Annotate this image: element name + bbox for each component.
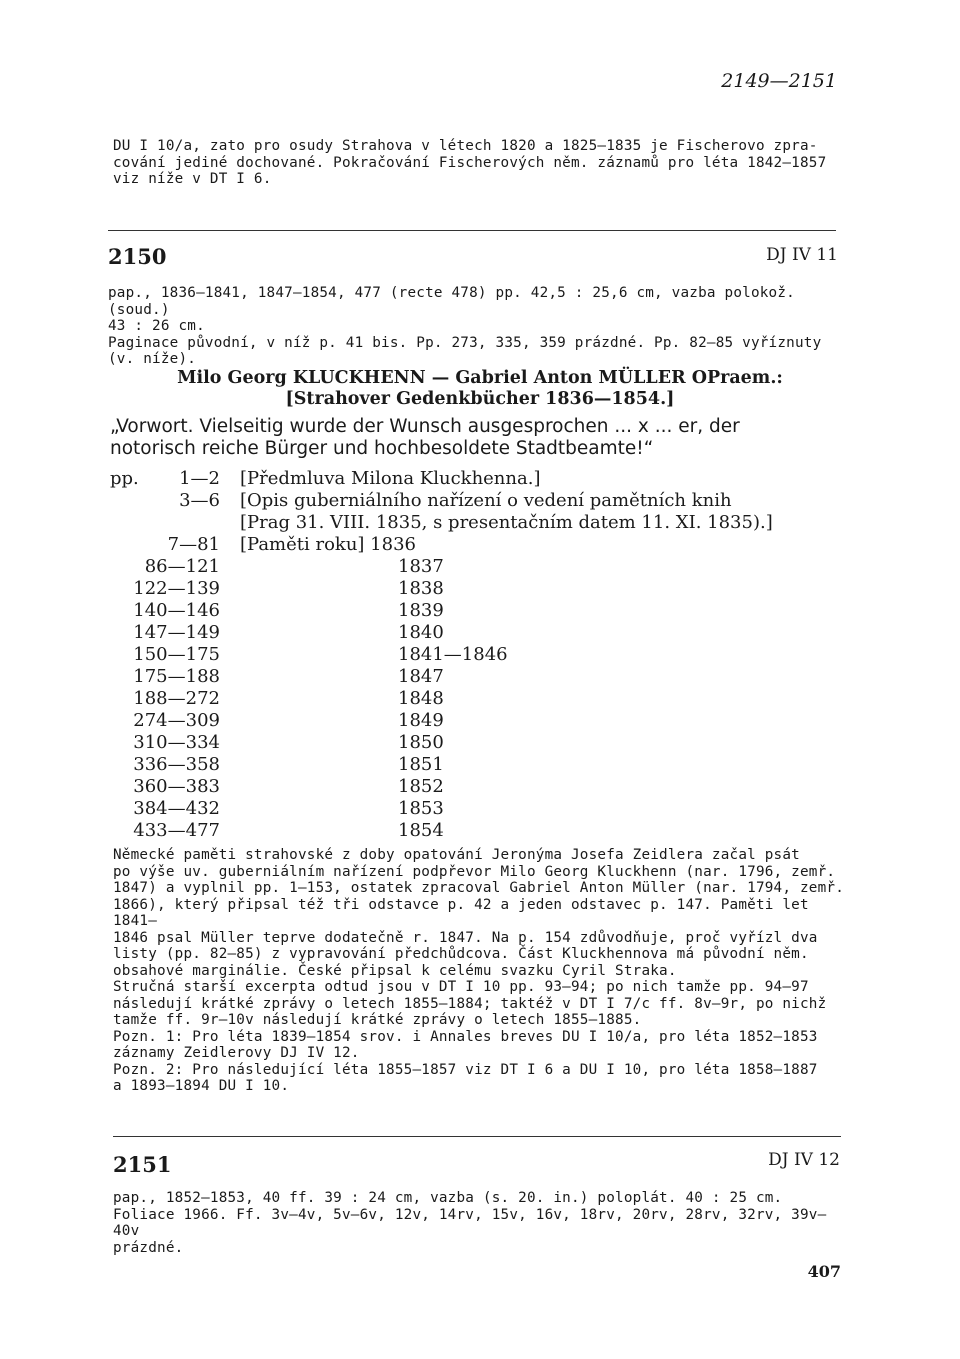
title-line: Milo Georg KLUCKHENN — Gabriel Anton MÜLLER OPraem.: bbox=[177, 368, 783, 388]
entry-description bbox=[113, 1190, 848, 1256]
page-range: 86—121 bbox=[144, 556, 220, 577]
year: 1838 bbox=[398, 578, 444, 599]
page-range: 1—2 bbox=[179, 468, 220, 489]
notes-line: 1866), který připsal též tři odstavce p. 42 a jeden odstavec p. 147. Paměti let 1841— bbox=[113, 896, 809, 929]
section-divider bbox=[113, 1136, 841, 1137]
entry-title bbox=[100, 368, 860, 410]
notes-line: 1847) a vyplnil pp. 1—153, ostatek zpracoval Gabriel Anton Müller (nar. 1794, zemř. bbox=[113, 880, 845, 896]
content-description: [Prag 31. VIII. 1835, s presentačním datem 11. XI. 1835).] bbox=[240, 512, 773, 533]
list-item bbox=[100, 754, 860, 776]
entry-incipit bbox=[110, 416, 845, 460]
notes-line: Pozn. 2: Pro následující léta 1855—1857 viz DT I 6 a DU I 10, pro léta 1858—1887 bbox=[113, 1061, 818, 1078]
entry-number: 2150 bbox=[108, 244, 167, 269]
incipit-line: „Vorwort. Vielseitig wurde der Wunsch ausgesprochen ... x ... er, der bbox=[110, 416, 740, 437]
year: 1852 bbox=[398, 776, 444, 797]
page-range: 310—334 bbox=[133, 732, 220, 753]
page-range: 122—139 bbox=[133, 578, 220, 599]
year: 1848 bbox=[398, 688, 444, 709]
description-line: 43 : 26 cm. bbox=[108, 318, 205, 334]
notes-line: záznamy Zeidlerovy DJ IV 12. bbox=[113, 1045, 360, 1061]
page-range: 140—146 bbox=[133, 600, 220, 621]
page-range: 336—358 bbox=[133, 754, 220, 775]
description-line: Paginace původní, v níž p. 41 bis. Pp. 273, 335, 359 prázdné. Pp. 82—85 vyříznuty bbox=[108, 334, 822, 351]
list-item bbox=[100, 820, 860, 842]
entry-signature: DJ IV 12 bbox=[768, 1150, 840, 1170]
description-line: pap., 1852—1853, 40 ff. 39 : 24 cm, vazba (s. 20. in.) poloplát. 40 : 25 cm. bbox=[113, 1190, 783, 1206]
page-range: 188—272 bbox=[133, 688, 220, 709]
page-range: 150—175 bbox=[133, 644, 220, 665]
list-item bbox=[100, 732, 860, 754]
intro-paragraph bbox=[113, 138, 843, 188]
year: 1851 bbox=[398, 754, 444, 775]
list-item bbox=[100, 556, 860, 578]
list-item bbox=[100, 600, 860, 622]
description-line: (v. níže). bbox=[108, 351, 197, 367]
list-item bbox=[100, 666, 860, 688]
list-item bbox=[100, 468, 860, 490]
year: 1837 bbox=[398, 556, 444, 577]
notes-line: Stručná starší excerpta odtud jsou v DT I 10 pp. 93—94; po nich tamže pp. 94—97 bbox=[113, 979, 809, 995]
year: 1839 bbox=[398, 600, 444, 621]
list-item bbox=[100, 490, 860, 512]
page-range: 384—432 bbox=[133, 798, 220, 819]
section-divider bbox=[108, 230, 836, 231]
incipit-line: notorisch reiche Bürger und hochbesoldete Stadtbeamte!“ bbox=[110, 438, 654, 459]
intro-line: DU I 10/a, zato pro osudy Strahova v létech 1820 a 1825—1835 je Fischerovo zpra- bbox=[113, 138, 818, 154]
page-range: 274—309 bbox=[133, 710, 220, 731]
notes-line: po výše uv. guberniálním nařízení podpřevor Milo Georg Kluckhenn (nar. 1796, zemř. bbox=[113, 863, 836, 880]
list-item bbox=[100, 710, 860, 732]
year: 1854 bbox=[398, 820, 444, 841]
page-range: 175—188 bbox=[133, 666, 220, 687]
list-item bbox=[100, 578, 860, 600]
year: 1849 bbox=[398, 710, 444, 731]
list-item bbox=[100, 688, 860, 710]
description-line: pap., 1836—1841, 1847—1854, 477 (recte 478) pp. 42,5 : 25,6 cm, vazba polokož. (soud.) bbox=[108, 285, 795, 318]
entry-number: 2151 bbox=[113, 1152, 172, 1177]
list-item bbox=[100, 798, 860, 820]
notes-line: listy (pp. 82—85) z vypravování předchůdcova. Část Kluckhennova má původní něm. bbox=[113, 946, 809, 962]
description-line: Foliace 1966. Ff. 3v—4v, 5v—6v, 12v, 14rv, 15v, 16v, 18rv, 20rv, 28rv, 32rv, 39v—40v bbox=[113, 1206, 827, 1239]
list-item bbox=[100, 622, 860, 644]
list-item bbox=[100, 776, 860, 798]
page-range: 433—477 bbox=[133, 820, 220, 841]
year: 1850 bbox=[398, 732, 444, 753]
intro-line: cování jediné dochované. Pokračování Fischerových něm. záznamů pro léta 1842—1857 bbox=[113, 154, 827, 171]
list-item bbox=[100, 644, 860, 666]
page-range: 147—149 bbox=[133, 622, 220, 643]
notes-line: tamže ff. 9r—10v následují krátké zprávy o letech 1855—1885. bbox=[113, 1012, 642, 1028]
list-item bbox=[100, 512, 860, 534]
notes-line: 1846 psal Müller teprve dodatečně r. 1847. Na p. 154 zdůvodňuje, proč vyřízl dva bbox=[113, 929, 818, 946]
title-line: [Strahover Gedenkbücher 1836—1854.] bbox=[285, 389, 675, 409]
intro-line: viz níže v DT I 6. bbox=[113, 171, 272, 187]
entry-notes bbox=[113, 847, 848, 1095]
page-range: 360—383 bbox=[133, 776, 220, 797]
list-item bbox=[100, 534, 860, 556]
pages-label: pp. bbox=[110, 468, 139, 489]
notes-line: následují krátké zprávy o letech 1855—1884; taktéž v DT I 7/c ff. 8v—9r, po nichž bbox=[113, 995, 827, 1012]
content-description: [Předmluva Milona Kluckhenna.] bbox=[240, 468, 541, 489]
content-description: [Paměti roku] 1836 bbox=[240, 534, 416, 555]
page-range: 7—81 bbox=[167, 534, 220, 555]
page-number: 407 bbox=[807, 1262, 841, 1281]
content-description: [Opis guberniálního nařízení o vedení pamětních knih bbox=[240, 490, 732, 511]
year: 1847 bbox=[398, 666, 444, 687]
entry-signature: DJ IV 11 bbox=[766, 245, 838, 265]
notes-line: Německé paměti strahovské z doby opatování Jeronýma Josefa Zeidlera začal psát bbox=[113, 847, 800, 863]
year: 1840 bbox=[398, 622, 444, 643]
year: 1853 bbox=[398, 798, 444, 819]
page-range: 3—6 bbox=[179, 490, 220, 511]
description-line: prázdné. bbox=[113, 1239, 184, 1256]
notes-line: a 1893—1894 DU I 10. bbox=[113, 1078, 290, 1094]
entry-description bbox=[108, 285, 840, 368]
year: 1841—1846 bbox=[398, 644, 508, 665]
contents-list bbox=[100, 468, 860, 841]
notes-line: Pozn. 1: Pro léta 1839—1854 srov. i Annales breves DU I 10/a, pro léta 1852—1853 bbox=[113, 1028, 818, 1045]
notes-line: obsahové marginálie. České připsal k celému svazku Cyril Straka. bbox=[113, 962, 677, 979]
running-header: 2149—2151 bbox=[721, 70, 837, 92]
